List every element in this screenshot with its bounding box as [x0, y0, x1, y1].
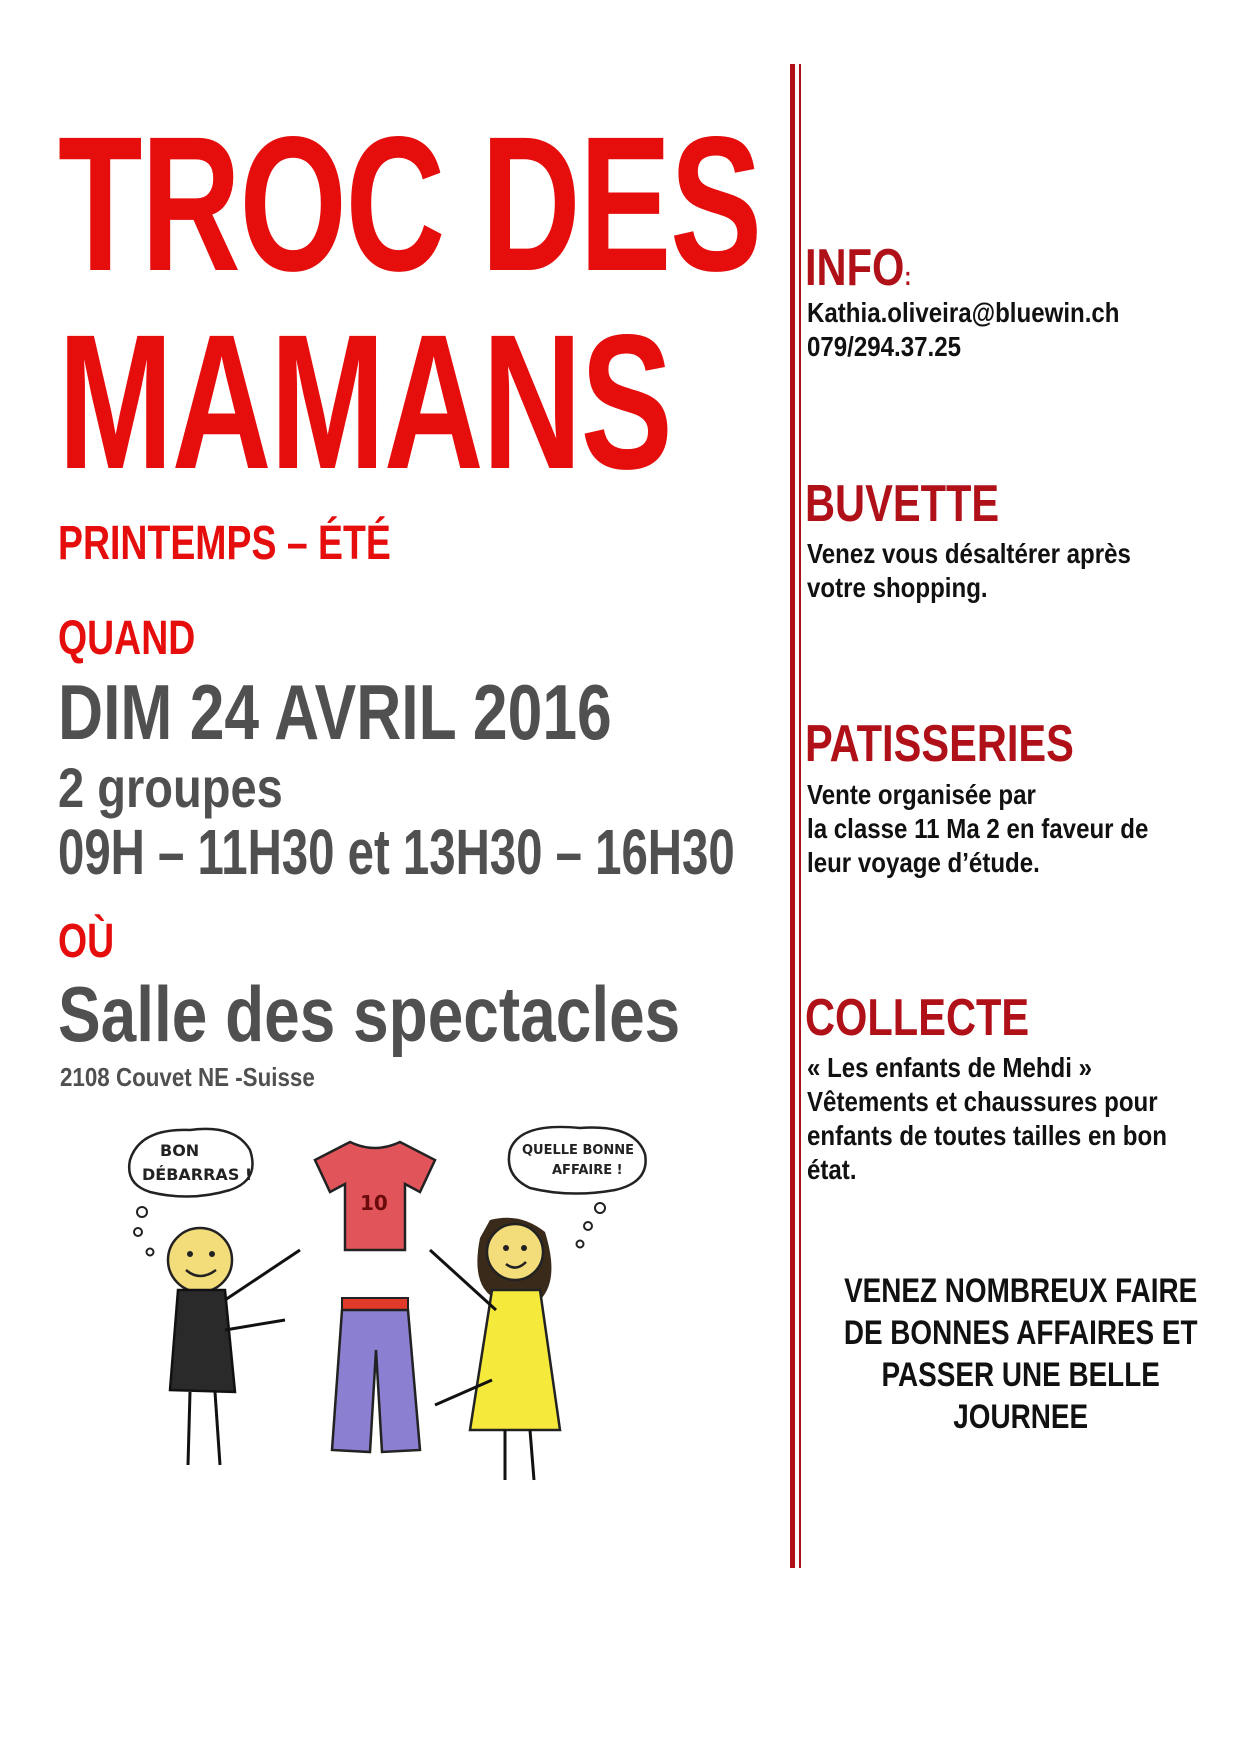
- info-colon: :: [904, 261, 912, 291]
- closing-line: JOURNEE: [953, 1398, 1089, 1436]
- buvette-heading: BUVETTE: [805, 475, 1000, 533]
- left-bubble-line-2: DÉBARRAS !: [142, 1165, 253, 1184]
- info-heading: INFO:: [805, 239, 912, 297]
- info-email: Kathia.oliveira@bluewin.ch: [807, 297, 1120, 328]
- closing-line: VENEZ NOMBREUX FAIRE: [844, 1272, 1198, 1310]
- girl-figure: [430, 1218, 560, 1480]
- event-hours: 09H – 11H30 et 13H30 – 16H30: [58, 816, 735, 888]
- column-divider-thin: [799, 64, 801, 1568]
- kids-exchange-illustration: [120, 1120, 720, 1500]
- closing-line: DE BONNES AFFAIRES ET: [843, 1314, 1198, 1352]
- buvette-text: Venez vous désaltérer après votre shopping.: [807, 538, 1131, 603]
- patisseries-text: Vente organisée par la classe 11 Ma 2 en faveur de leur voyage d’étude.: [807, 779, 1149, 878]
- patisseries-heading: PATISSERIES: [805, 715, 1074, 773]
- poster-title-line-2: MAMANS: [58, 294, 672, 509]
- when-label: QUAND: [58, 612, 196, 665]
- shirt-number: 10: [360, 1191, 388, 1215]
- collecte-text: « Les enfants de Mehdi » Vêtements et chaussures pour enfants de toutes tailles en bon état.: [807, 1052, 1167, 1185]
- blue-trousers: [332, 1298, 420, 1452]
- closing-line: PASSER UNE BELLE: [881, 1356, 1160, 1394]
- info-phone: 079/294.37.25: [807, 331, 961, 362]
- where-label: OÙ: [58, 915, 115, 968]
- boy-figure: [168, 1228, 300, 1465]
- red-shirt: [315, 1142, 435, 1250]
- right-bubble-line-2: AFFAIRE !: [552, 1163, 623, 1178]
- venue-address: 2108 Couvet NE -Suisse: [60, 1062, 315, 1092]
- column-divider: [790, 64, 795, 1568]
- venue-name: Salle des spectacles: [58, 970, 681, 1058]
- poster-title-line-1: TROC DES: [58, 96, 761, 311]
- event-groups: 2 groupes: [58, 756, 283, 819]
- right-bubble-line-1: QUELLE BONNE: [522, 1143, 635, 1158]
- event-date: DIM 24 AVRIL 2016: [58, 668, 612, 756]
- collecte-heading: COLLECTE: [805, 989, 1030, 1047]
- left-bubble-line-1: BON: [160, 1141, 200, 1160]
- season-subtitle: PRINTEMPS – ÉTÉ: [58, 517, 391, 570]
- closing-message: [805, 1270, 1198, 1438]
